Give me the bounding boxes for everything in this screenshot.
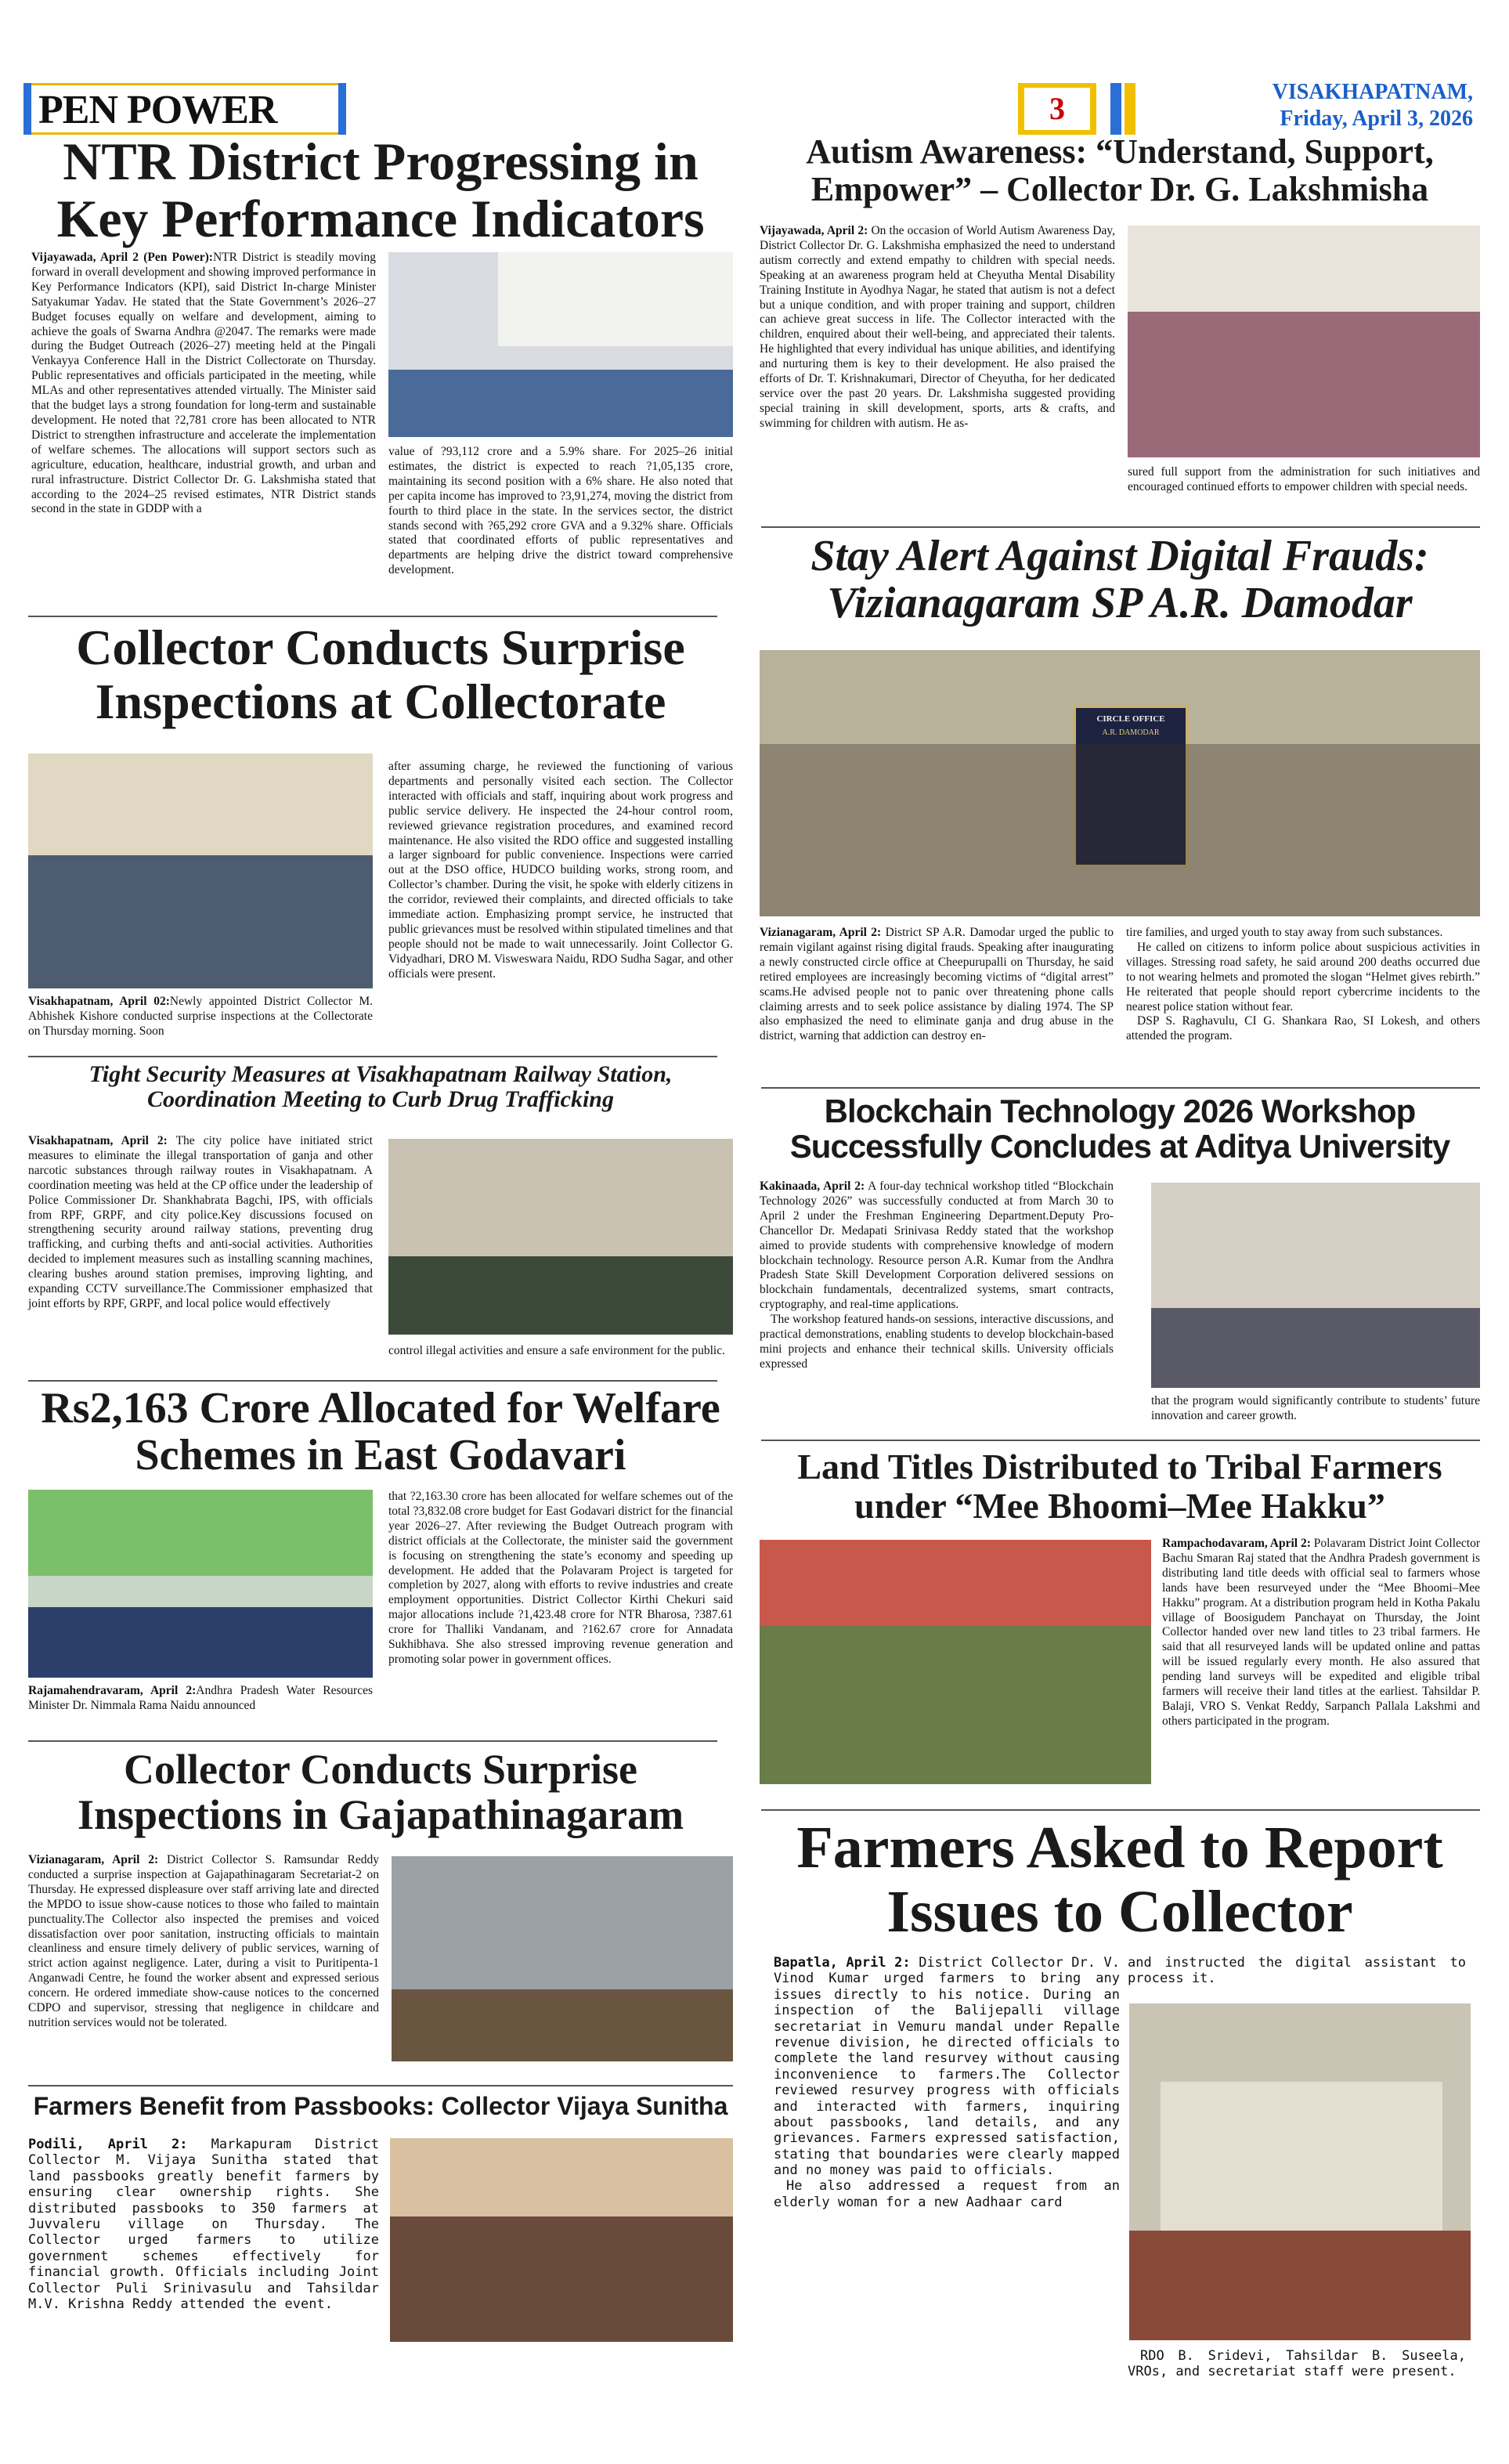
blockchain-body1: A four-day technical workshop titled “Blockchain Technology 2026” was successfully conducted at from March 30 to April 2 under the Freshman Engineering Department.Deputy Pro-Chancellor Dr. Medapati Srinivasa Reddy stated that the workshop aimed to provide students with comprehensive knowledge of modern blockchain technology. Resource person A.R. Kumar from the Andhra Pradesh State Skill Development Corporation delivered sessions on blockchain fundamentals, decentralized systems, smart contracts, cryptography, and real-time applications. (760, 1180, 1114, 1312)
collectorate-photo-wall (28, 753, 373, 855)
headline-passbooks: Farmers Benefit from Passbooks: Collector Vijaya Sunitha (33, 2092, 728, 2120)
divider-gajapathi (28, 2085, 733, 2086)
land-body (1162, 1537, 1480, 1729)
collectorate-photo (28, 753, 373, 988)
article-digital-fraud (760, 533, 1480, 1081)
headline-collectorate-line1: Collector Conducts Surprise (76, 620, 685, 675)
headline-land-line1: Land Titles Distributed to Tribal Farmers (797, 1447, 1442, 1487)
divider-welfare (28, 1740, 717, 1742)
headline-ntr-line2: Key Performance Indicators (56, 189, 705, 249)
land-photo-people (760, 1626, 1151, 1784)
divider-blockchain (761, 1440, 1480, 1441)
ntr-body-col1 (31, 251, 376, 517)
passbooks-dateline: Podili, April 2: (28, 2137, 188, 2152)
welfare-dateline: Rajamahendravaram, April 2: (28, 1684, 197, 1697)
article-autism (760, 133, 1480, 525)
gajapathi-dateline: Vizianagaram, April 2: (28, 1853, 159, 1866)
gajapathi-photo-desk (392, 1989, 733, 2061)
article-farmers-report (760, 1815, 1480, 2442)
blockchain-para1 (760, 1180, 1114, 1313)
ntr-photo (388, 252, 733, 437)
farmers-body-col2b: RDO B. Sridevi, Tahsildar B. Suseela, VROs, and secretariat staff were present. (1128, 2348, 1466, 2380)
land-photo (760, 1540, 1151, 1784)
headline-farmers-line2: Issues to Collector (886, 1879, 1353, 1946)
welfare-body1: Andhra Pradesh Water Resources Minister Dr. Nimmala Rama Naidu announced (28, 1684, 373, 1712)
collectorate-photo-people (28, 855, 373, 988)
welfare-photo (28, 1490, 373, 1678)
headline-gajapathi-line1: Collector Conducts Surprise (124, 1746, 637, 1793)
article-passbooks (28, 2093, 733, 2437)
collectorate-body-col2: after assuming charge, he reviewed the functioning of various departments and personally visited each section. The Collector interacted with officials and staff, inquiring about work progress and public service delivery. He inspected the 24-hour control room, reviewed grievance registration procedures, and examined record maintenance. He also visited the RDO office and suggested installing a larger signboard for public convenience. Inspections were carried out at the DSO office, HUDCO building works, strong room, and Collector’s chamber. During the visit, he spoke with elderly citizens in the corridor, reviewed their complaints, and directed officials to take immediate action. Emphasizing prompt service, he instructed that public grievances must be resolved within stipulated timelines and that people should not be made to wait unnecessarily. Joint Collector G. Vidyadhari, DRO M. Visweswara Naidu, RDO Sudha Sagar, and other officials were present. (388, 760, 733, 981)
page-number-box (1018, 83, 1096, 135)
plaque-title: CIRCLE OFFICE (1096, 714, 1165, 724)
logo-text: PEN POWER (38, 88, 277, 132)
headline-railway-line2: Coordination Meeting to Curb Drug Trafficking (147, 1086, 614, 1113)
farmers-photo-people (1161, 2082, 1442, 2231)
headline-welfare-line1: Rs2,163 Crore Allocated for Welfare (41, 1384, 720, 1433)
digital-body2b: He called on citizens to inform police about suspicious activities in villages. Stressing road safety, he said around 200 deaths occurred due to not wearing helmets and promoted the slogan “Helmet gives rebirth.” He reiterated that people should report cybercrime incidents to the nearest police station without fear. (1126, 940, 1480, 1013)
ntr-body-col2: value of ?93,112 crore and a 5.9% share. For 2025–26 initial estimates, the district is expected to reach ?1,05,135 crore, maintaining its second position with a 6% share. He also noted that per capita income has improved to ?3,91,274, moving the district from fourth to third place in the state. In the services sector, the district stands second with ?65,292 crore GVA and a 9.32% share. Officials stated that coordinated efforts of public representatives and departments are helping drive the district toward comprehensive development. (388, 445, 733, 577)
autism-body1: On the occasion of World Autism Awareness Day, District Collector Dr. G. Lakshmisha emphasized the need to understand autism correctly and extend empathy to children with special needs. Speaking at an awareness program held at Cheyutha Mental Disability Training Institute in Ayodhya Nagar, he stated that autism is not a defect but a unique condition, and with proper training and support, children can achieve great success in life. The Collector interacted with the children, enquired about their well-being, and appreciated their talents. He highlighted that every individual has unique abilities, and identifying and nurturing them is key to their development. He also praised the efforts of Dr. T. Krishnakumari, Director of Cheyutha, for her dedicated service over the past 20 years. Dr. Lakshmisha suggested providing special training in skill development, sports, arts & crafts, and swimming for children with autism. He as- (760, 224, 1115, 430)
masthead (0, 0, 1509, 145)
ntr-body1: NTR District is steadily moving forward in overall development and showing improved performance in Key Performance Indicators (KPI), said District In-charge Minister Satyakumar Yadav. He stated that the State Government’s 2026–27 Budget focuses equally on welfare and development, aiming to achieve the goals of Swarna Andhra @2047. The remarks were made during the Budget Outreach (2026–27) meeting held at the Pingali Venkayya Conference Hall in the District Collectorate on Thursday. Public representatives and officials participated in the meeting, while MLAs and other representatives attended virtually. The Minister said that the budget lays a strong foundation for long-term and sustainable development. He noted that ?2,781 crore has been allocated to NTR District to strengthen infrastructure and accelerate the implementation of welfare schemes. The allocations will support sectors such as agriculture, education, healthcare, industrial growth, and urban and rural infrastructure. District Collector Dr. G. Lakshmisha stated that according to the 2024–25 revised estimates, NTR District stands second in the state in GDDP with a (31, 251, 376, 516)
blockchain-dateline: Kakinaada, April 2: (760, 1180, 865, 1193)
gajapathi-body1: District Collector S. Ramsundar Reddy conducted a surprise inspection at Gajapathinagaram Secretariat-2 on Thursday. He expressed displeasure over staff arriving late and directed the MPDO to issue show-cause notices to those who failed to maintain punctuality.The Collector also inspected the premises and voiced dissatisfaction over poor sanitation, instructing officials to maintain cleanliness and ensure timely delivery of public services, warning of strict action against negligence. Later, during a visit to Puritipenta-1 Anganwadi Centre, he found the worker absent and expressed serious concern. He ordered immediate show-cause notices to the concerned CDPO and supervisor, stressing that negligence in childcare and nutrition services would not be tolerated. (28, 1853, 380, 2029)
welfare-body-col1 (28, 1684, 373, 1714)
divider-collectorate (28, 1056, 717, 1057)
farmers-body1b: He also addressed a request from an elderly woman for a new Aadhaar card (774, 2178, 1120, 2210)
blockchain-photo (1151, 1183, 1480, 1388)
collectorate-body-col1 (28, 995, 373, 1039)
dateline-date: Friday, April 3, 2026 (1280, 107, 1473, 131)
article-gajapathinagaram (28, 1747, 733, 2076)
headline-autism-line1: Autism Awareness: “Understand, Support, (806, 132, 1434, 171)
digital-photo (760, 650, 1480, 916)
headline-land-line2: under “Mee Bhoomi–Mee Hakku” (854, 1485, 1385, 1526)
divider-land (761, 1809, 1480, 1811)
autism-body-col1 (760, 224, 1115, 432)
blockchain-body-col2: that the program would significantly contribute to students’ future innovation and career growth. (1151, 1394, 1480, 1422)
autism-dateline: Vijayawada, April 2: (760, 224, 868, 237)
land-body1: Polavaram District Joint Collector Bachu Smaran Raj stated that the Andhra Pradesh government is distributing land title deeds with official seal to farmers whose lands have been resurveyed under the “Mee Bhoomi–Mee Hakku” program. At a distribution program held in Kotha Pakalu village of Boosigudem Panchayat on Thursday, the Joint Collector handed over new land titles to 23 tribal farmers. He said that all resurveyed lands will be updated online and pattas will be issued regularly every month. He also assured that pending land surveys will be expedited and eligible tribal farmers will receive their land titles at the earliest. Tahsildar P. Balaji, VRO S. Venkat Reddy, Sarpanch Pallala Lakshmi and others participated in the program. (1162, 1537, 1481, 1728)
gajapathi-photo (392, 1856, 733, 2061)
passbooks-photo-backdrop (390, 2138, 733, 2217)
logo-blue-bar-right (338, 83, 346, 135)
collectorate-dateline: Visakhapatnam, April 02: (28, 995, 170, 1008)
digital-dateline: Vizianagaram, April 2: (760, 926, 882, 939)
collectorate-body1: Newly appointed District Collector M. Abhishek Kishore conducted surprise inspections at the Collectorate on Thursday morning. Soon (28, 995, 373, 1038)
farmers-photo (1129, 2003, 1471, 2340)
farmers-body-col2: and instructed the digital assistant to process it. (1128, 1955, 1466, 1987)
divider-ntr (28, 616, 717, 617)
passbooks-body1: Markapuram District Collector M. Vijaya Sunitha stated that land passbooks greatly benefit farmers by ensuring clear ownership rights. She distributed passbooks to 350 farmers at Juvvaleru village on Thursday. The Collector urged farmers to utilize government schemes effectively for financial growth. Officials including Joint Collector Puli Srinivasulu and Tahsildar M.V. Krishna Reddy attended the event. (28, 2137, 379, 2312)
divider-railway (28, 1380, 717, 1382)
farmers-dateline: Bapatla, April 2: (774, 1955, 911, 1971)
page-number: 3 (1024, 88, 1090, 130)
land-photo-tent (760, 1540, 1151, 1626)
land-dateline: Rampachodavaram, April 2: (1162, 1537, 1311, 1550)
article-collectorate (28, 620, 733, 1051)
railway-body-col1 (28, 1134, 373, 1312)
farmers-body-col1 (774, 1955, 1120, 2210)
headline-collectorate-line2: Inspections at Collectorate (95, 674, 666, 730)
ntr-photo-banner (498, 252, 733, 346)
logo (23, 83, 346, 135)
autism-body-col2: sured full support from the administration for such initiatives and encouraged continued efforts to empower children with special needs. (1128, 465, 1480, 493)
railway-body1: The city police have initiated strict measures to eliminate the illegal transportation of ganja and other narcotic substances through railway routes in Visakhapatnam. A coordination meeting was held at the CP office under the leadership of Police Commissioner Dr. Shankhabrata Bagchi, IPS, with officials from RPF, GRPF, and city police.Key discussions focused on strengthening security around railway stations, preventing drug trafficking, and curbing thefts and anti-social activities. Authorities decided to implement measures such as installing scanning machines, clearing bushes around station premises, improving lighting, and expanding CCTV surveillance.The Commissioner emphasized that joint efforts by RPF, GRPF, and local police would effectively (28, 1134, 373, 1310)
headline-farmers-line1: Farmers Asked to Report (796, 1815, 1443, 1881)
headline-ntr-line1: NTR District Progressing in (63, 132, 699, 191)
article-ntr (28, 133, 733, 612)
headline-blockchain-line1: Blockchain Technology 2026 Workshop (824, 1093, 1416, 1129)
blockchain-photo-desks (1151, 1308, 1480, 1388)
headline-welfare-line2: Schemes in East Godavari (135, 1431, 626, 1480)
welfare-photo-banner (28, 1490, 373, 1576)
farmers-photo-desk (1129, 2231, 1471, 2340)
article-railway (28, 1062, 733, 1375)
headline-gajapathi-line2: Inspections in Gajapathinagaram (77, 1791, 684, 1839)
digital-body2c: DSP S. Raghavulu, CI G. Shankara Rao, SI Lokesh, and others attended the program. (1126, 1014, 1480, 1043)
divider-digital (761, 1087, 1480, 1089)
dateline-city: VISAKHAPATNAM, (1272, 80, 1473, 104)
masthead-yellow-bar (1125, 83, 1135, 135)
railway-body-col2: control illegal activities and ensure a safe environment for the public. (388, 1344, 725, 1357)
farmers-body1: District Collector Dr. V. Vinod Kumar urged farmers to bring any issues directly to his notice. During an inspection of the Balijepalli village secretariat in Vemuru mandal under Repalle revenue division, he directed officials to complete the land resurvey without causing inconvenience to farmers.The Collector reviewed resurvey progress with officials and interacted with farmers, inquiring about passbooks, land details, and any grievances. Farmers expressed satisfaction, stating that boundaries were clearly mapped and no money was paid to officials. (774, 1955, 1120, 2179)
headline-railway-line1: Tight Security Measures at Visakhapatnam Railway Station, (88, 1061, 673, 1087)
digital-body-col1 (760, 926, 1114, 1044)
autism-photo-crowd (1128, 312, 1480, 457)
article-welfare (28, 1385, 733, 1745)
autism-photo-wall (1128, 226, 1480, 312)
passbooks-photo-people (390, 2217, 733, 2342)
divider-autism (761, 526, 1480, 528)
headline-autism-line2: Empower” – Collector Dr. G. Lakshmisha (810, 169, 1429, 208)
headline-digital-line1: Stay Alert Against Digital Frauds: (810, 532, 1429, 580)
digital-body-col2 (1126, 926, 1480, 1044)
digital-photo-officers (760, 744, 1480, 916)
railway-photo (388, 1139, 733, 1335)
welfare-body-col2: that ?2,163.30 crore has been allocated for welfare schemes out of the total ?3,832.08 crore budget for East Godavari district for the financial year 2026–27. After reviewing the Budget Outreach program with district officials at the Collectorate, the minister said the government is focusing on strengthening the state’s economy and speeding up development. He added that the Polavaram Project is targeted for completion by 2027, along with efforts to revive industries and create employment opportunities. District Collector Kirthi Chekuri said major allocations include ?1,423.48 crore for NTR Bharosa, ?387.61 crore for Thalliki Vandanam, and ?162.67 crore for Annadata Sukhibhava. She also stressed improving revenue generation and promoting solar power in government offices. (388, 1490, 733, 1666)
ntr-dateline: Vijayawada, April 2 (Pen Power): (31, 251, 213, 264)
blockchain-body-col1 (760, 1180, 1114, 1372)
digital-body2a: tire families, and urged youth to stay away from such substances. (1126, 926, 1443, 939)
passbooks-photo (390, 2138, 733, 2342)
article-land-titles (760, 1447, 1480, 1808)
blockchain-body1b: The workshop featured hands-on sessions, interactive discussions, and practical demonstrations, enabling students to develop blockchain-based mini projects and enhance their technical skills. University officials expressed (760, 1313, 1114, 1371)
masthead-blue-bar (1110, 83, 1121, 135)
headline-digital-line2: Vizianagaram SP A.R. Damodar (827, 579, 1413, 628)
farmers-para1 (774, 1955, 1120, 2178)
headline-blockchain-line2: Successfully Concludes at Aditya University (789, 1128, 1450, 1165)
railway-dateline: Visakhapatnam, April 2: (28, 1134, 168, 1147)
welfare-photo-table (28, 1607, 373, 1678)
logo-blue-bar (23, 83, 31, 135)
railway-photo-table (388, 1256, 733, 1335)
ntr-photo-table (388, 370, 733, 437)
gajapathi-body (28, 1853, 379, 2031)
autism-photo (1128, 226, 1480, 457)
plaque-name: A.R. DAMODAR (1102, 728, 1160, 737)
passbooks-body (28, 2137, 379, 2312)
digital-body1: District SP A.R. Damodar urged the public to remain vigilant against rising digital frauds. Speaking after inaugurating a newly constructed circle office at Cheepurupalli on Thursday, he said retired employees are increasingly becoming victims of “digital arrest” scams.He advised people not to panic over threatening phone calls claiming arrests and to seek police assistance by dialing 1974. The SP also emphasized the need to eliminate ganja and drug abuse in the district, warning that addiction can destroy en- (760, 926, 1114, 1043)
article-blockchain (760, 1093, 1480, 1438)
